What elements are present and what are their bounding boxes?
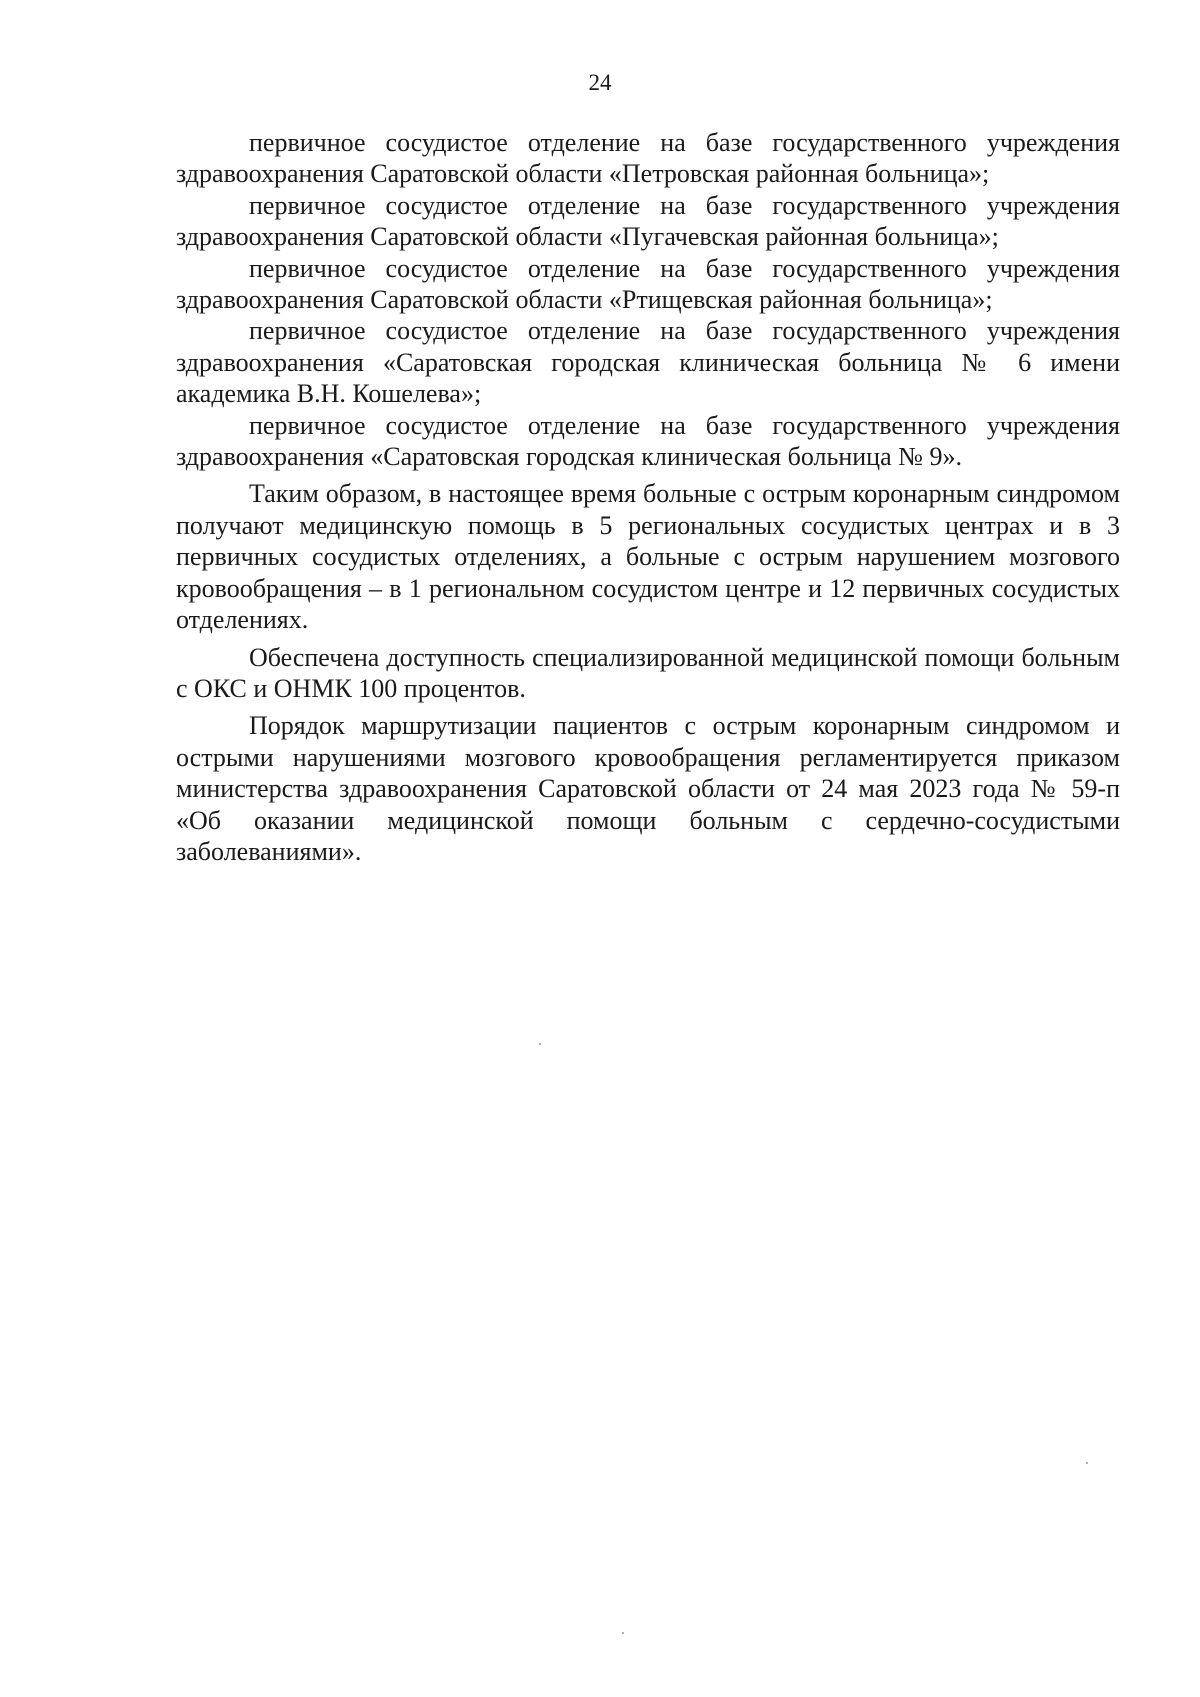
- paragraph-routing-order: Порядок маршрутизации пациентов с острым коронарным синдромом и острыми нарушениями мозгового кровообращения регламентируется приказом министерства здравоохранения Саратовской области от 24 мая 2023 года № 59-п «Об оказании медицинской помощи больным с сердечно-сосудистыми заболеваниями».: [176, 711, 1120, 866]
- page-number: 24: [588, 70, 612, 95]
- scan-speck: [539, 1043, 541, 1045]
- paragraph-petrovsk: первичное сосудистое отделение на базе государственного учреждения здравоохранения Саратовской области «Петровская районная больница»;: [176, 128, 1120, 189]
- paragraph-hospital-6: первичное сосудистое отделение на базе государственного учреждения здравоохранения «Саратовская городская клиническая больница № 6 имени академика В.Н. Кошелева»;: [176, 316, 1120, 409]
- scan-speck: [622, 1632, 624, 1634]
- paragraph-rtishchevo: первичное сосудистое отделение на базе государственного учреждения здравоохранения Саратовской области «Ртищевская районная больница»;: [176, 253, 1120, 315]
- document-body: [176, 127, 1120, 867]
- scan-speck: [1086, 1462, 1088, 1464]
- paragraph-availability: Обеспечена доступность специализированной медицинской помощи больным с ОКС и ОНМК 100 процентов.: [176, 642, 1120, 703]
- paragraph-pugachev: первичное сосудистое отделение на базе государственного учреждения здравоохранения Саратовской области «Пугачевская районная больница»;: [176, 190, 1120, 252]
- paragraph-hospital-9: первичное сосудистое отделение на базе государственного учреждения здравоохранения «Саратовская городская клиническая больница № 9».: [176, 410, 1120, 472]
- paragraph-summary: Таким образом, в настоящее время больные с острым коронарным синдромом получают медицинскую помощь в 5 региональных сосудистых центрах и в 3 первичных сосудистых отделениях, а больные с острым нарушением мозгового кровообращения – в 1 региональном сосудистом центре и 12 первичных сосудистых отделениях.: [176, 479, 1120, 635]
